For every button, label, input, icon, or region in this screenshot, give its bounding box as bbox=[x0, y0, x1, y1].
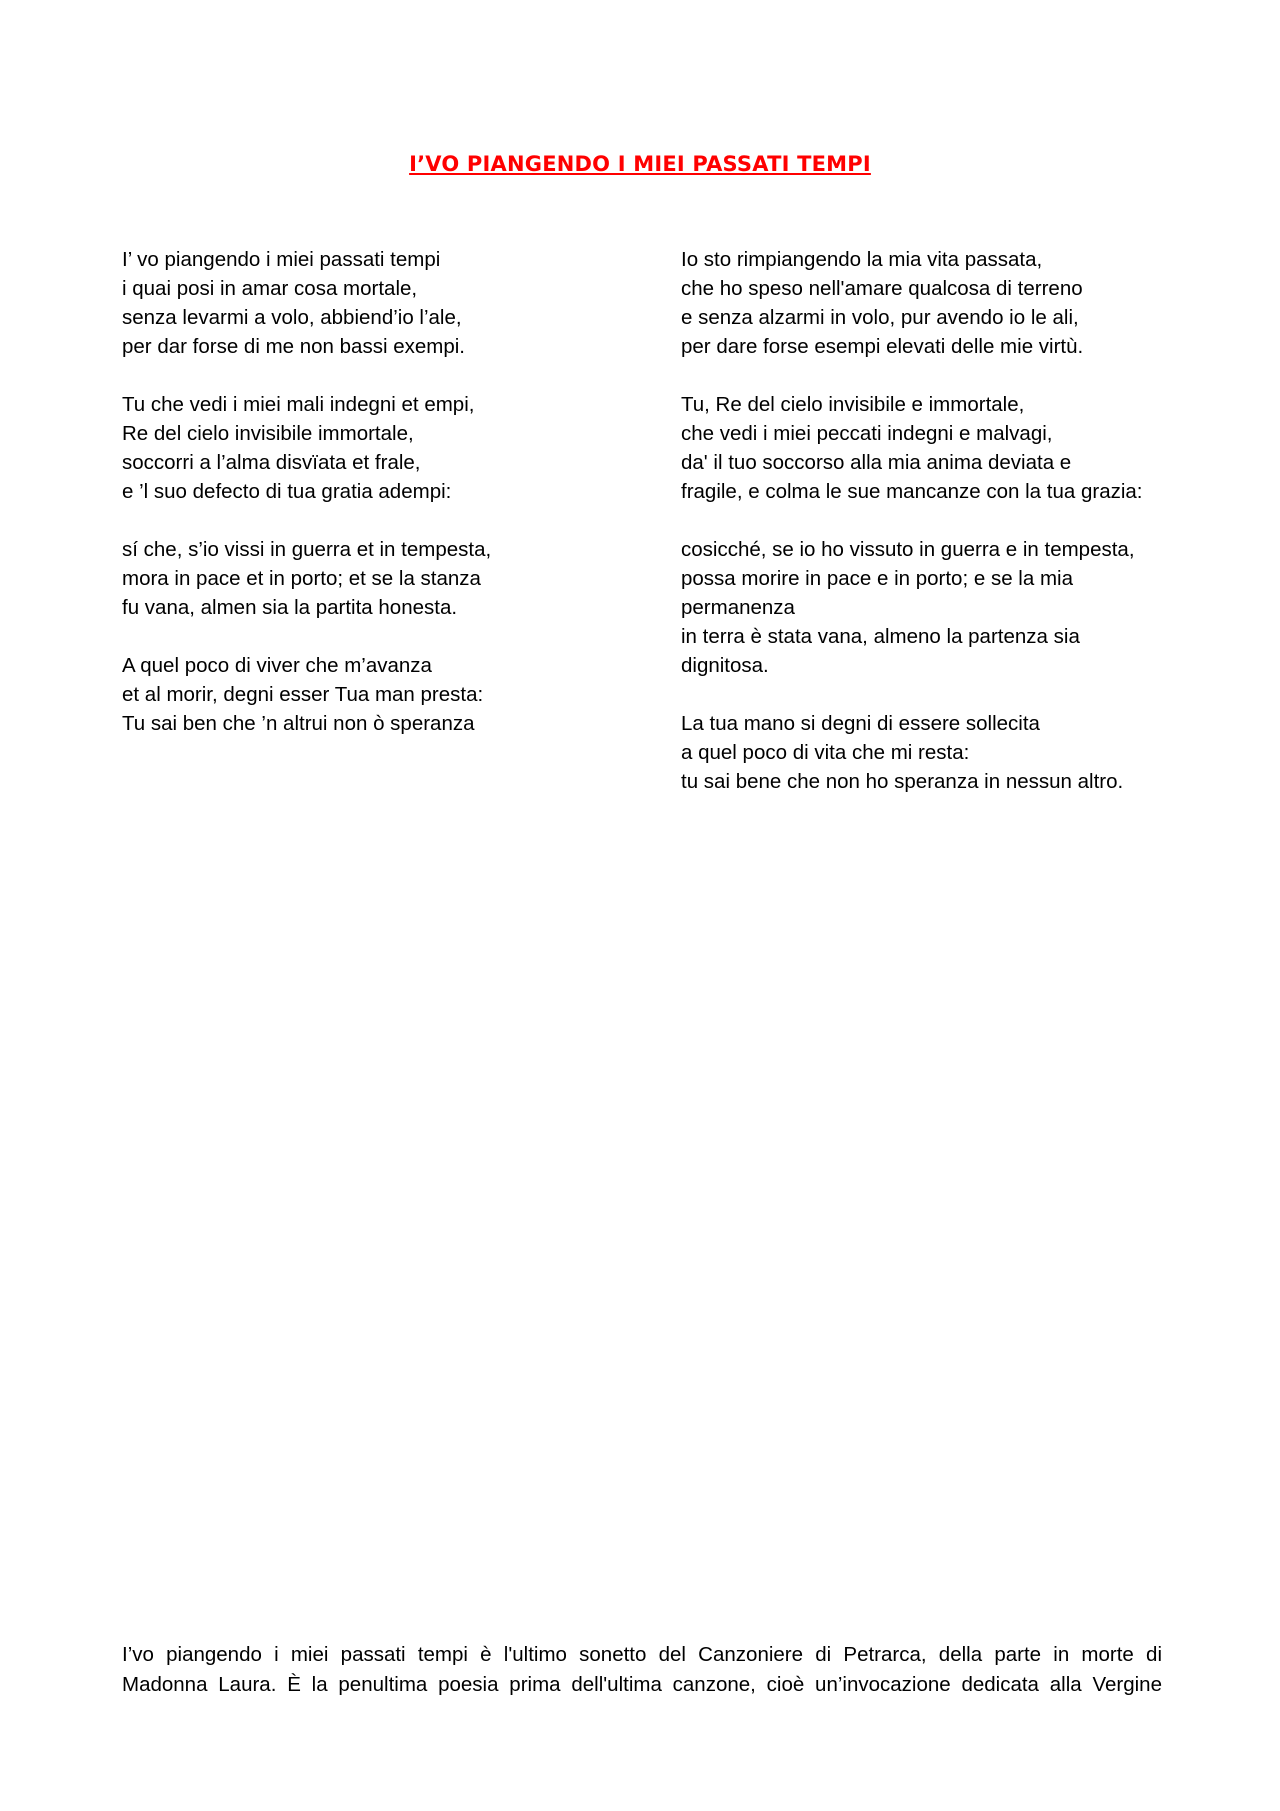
original-stanza-1 bbox=[122, 245, 642, 361]
translation-line: per dare forse esempi elevati delle mie virtù. bbox=[681, 335, 1084, 358]
poem-line: mora in pace et in porto; et se la stanza bbox=[122, 567, 481, 590]
page-title: I’VO PIANGENDO I MIEI PASSATI TEMPI bbox=[409, 152, 871, 176]
translation-stanza-2 bbox=[681, 390, 1201, 506]
poem-line: i quai posi in amar cosa mortale, bbox=[122, 277, 418, 300]
translation-line: in terra è stata vana, almeno la partenza sia bbox=[681, 625, 1080, 648]
poem-line: Re del cielo invisibile immortale, bbox=[122, 422, 414, 445]
poem-line: soccorri a l’alma disvïata et frale, bbox=[122, 451, 421, 474]
translation-line: cosicché, se io ho vissuto in guerra e in tempesta, bbox=[681, 538, 1135, 561]
poem-line: I’ vo piangendo i miei passati tempi bbox=[122, 248, 441, 271]
original-poem bbox=[122, 245, 642, 767]
translation-line: a quel poco di vita che mi resta: bbox=[681, 741, 970, 764]
translation-line: fragile, e colma le sue mancanze con la tua grazia: bbox=[681, 480, 1143, 503]
translation-line: La tua mano si degni di essere sollecita bbox=[681, 712, 1040, 735]
translation-line: da' il tuo soccorso alla mia anima deviata e bbox=[681, 451, 1072, 474]
translation-line: Io sto rimpiangendo la mia vita passata, bbox=[681, 248, 1043, 271]
commentary-line: I’vo piangendo i miei passati tempi è l'ultimo sonetto del Canzoniere di Petrarca, della parte in morte di bbox=[122, 1643, 1162, 1666]
commentary-line: Madonna Laura. È la penultima poesia prima dell'ultima canzone, cioè un’invocazione dedicata alla Vergine bbox=[122, 1673, 1162, 1696]
translation-stanza-1 bbox=[681, 245, 1201, 361]
poem-line: Tu sai ben che ’n altrui non ò speranza bbox=[122, 712, 475, 735]
commentary-paragraph bbox=[122, 1640, 1162, 1700]
poem-line: e ’l suo defecto di tua gratia adempi: bbox=[122, 480, 452, 503]
poem-line: sí che, s’io vissi in guerra et in tempesta, bbox=[122, 538, 492, 561]
translation-line: permanenza bbox=[681, 596, 795, 619]
translation-line: possa morire in pace e in porto; e se la mia bbox=[681, 567, 1073, 590]
translation-poem bbox=[681, 245, 1201, 825]
poem-line: per dar forse di me non bassi exempi. bbox=[122, 335, 465, 358]
original-stanza-2 bbox=[122, 390, 642, 506]
translation-line: tu sai bene che non ho speranza in nessun altro. bbox=[681, 770, 1124, 793]
translation-line: Tu, Re del cielo invisibile e immortale, bbox=[681, 393, 1025, 416]
translation-stanza-4 bbox=[681, 709, 1201, 796]
translation-line: e senza alzarmi in volo, pur avendo io le ali, bbox=[681, 306, 1079, 329]
poem-line: Tu che vedi i miei mali indegni et empi, bbox=[122, 393, 475, 416]
poem-line: et al morir, degni esser Tua man presta: bbox=[122, 683, 484, 706]
translation-stanza-3 bbox=[681, 535, 1201, 680]
translation-line: che vedi i miei peccati indegni e malvagi, bbox=[681, 422, 1053, 445]
original-stanza-4 bbox=[122, 651, 642, 738]
translation-line: dignitosa. bbox=[681, 654, 769, 677]
poem-line: A quel poco di viver che m’avanza bbox=[122, 654, 432, 677]
poem-line: senza levarmi a volo, abbiend’io l’ale, bbox=[122, 306, 462, 329]
original-stanza-3 bbox=[122, 535, 642, 622]
poem-line: fu vana, almen sia la partita honesta. bbox=[122, 596, 458, 619]
translation-line: che ho speso nell'amare qualcosa di terreno bbox=[681, 277, 1083, 300]
